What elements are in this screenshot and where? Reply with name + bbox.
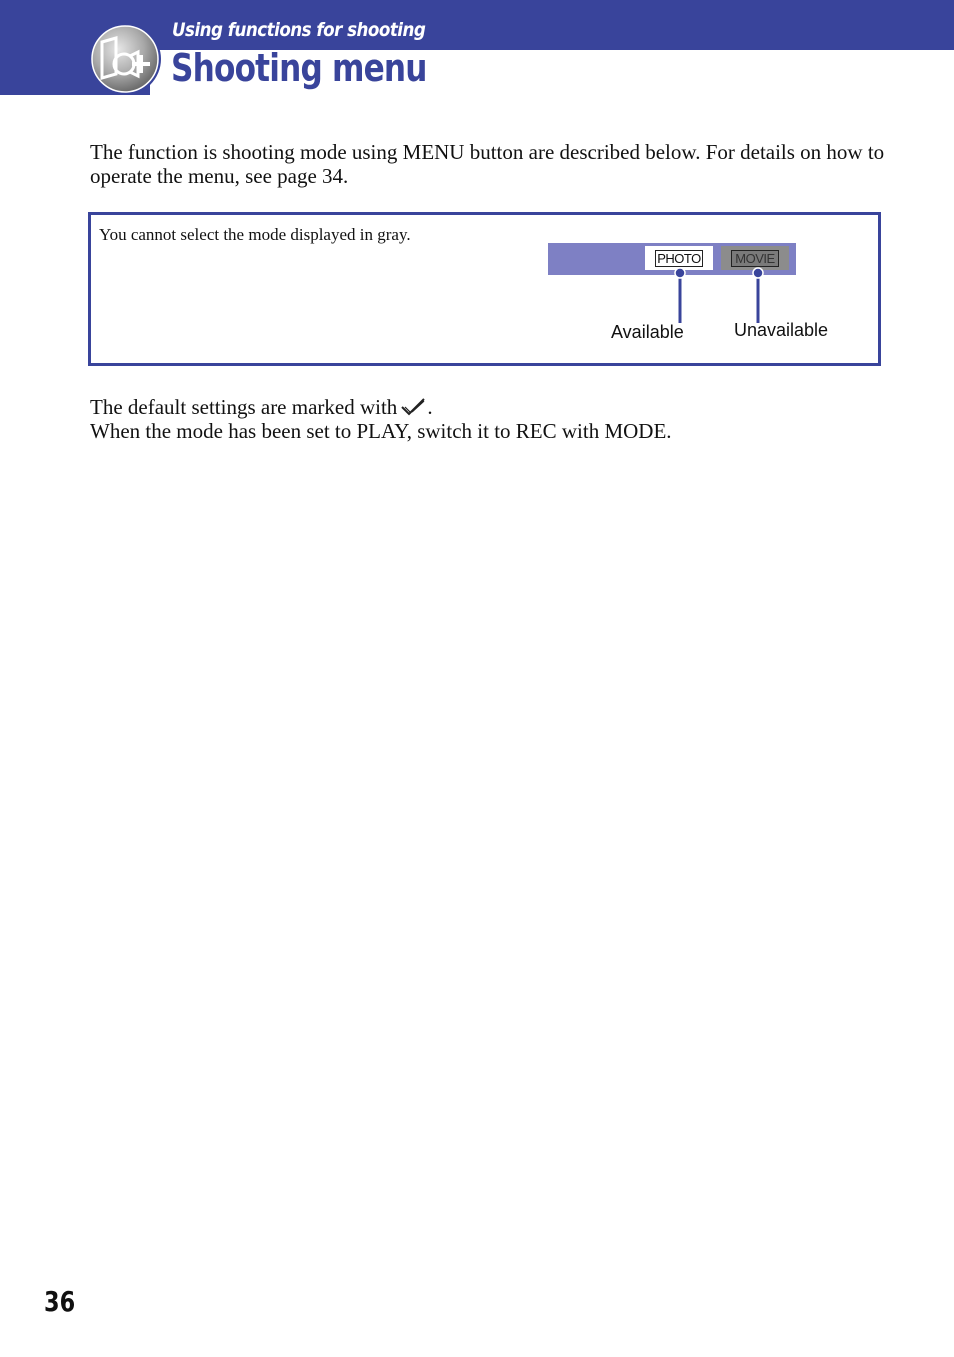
note-text: You cannot select the mode displayed in gray. — [99, 225, 411, 244]
intro-paragraph: The function is shooting mode using MENU button are described below. For details on how to operate the menu, see page 34. — [90, 140, 885, 188]
available-pointer-dot — [675, 268, 685, 278]
movie-mode-label: MOVIE — [731, 250, 779, 267]
defaults-line2: When the mode has been set to PLAY, switch it to REC with MODE. — [90, 419, 672, 443]
section-label: Using functions for shooting — [172, 19, 426, 41]
checkmark-icon — [400, 397, 426, 417]
unavailable-pointer-dot — [753, 268, 763, 278]
header-band — [0, 0, 954, 95]
note-box — [88, 212, 881, 366]
photo-mode-label: PHOTO — [655, 250, 703, 267]
defaults-line1: The default settings are marked with — [90, 395, 398, 419]
available-label: Available — [611, 322, 684, 342]
unavailable-label: Unavailable — [734, 320, 829, 340]
defaults-paragraph — [90, 395, 672, 443]
page-title: Shooting menu — [171, 46, 427, 90]
defaults-line1-end: . — [427, 395, 433, 419]
camera-plus-icon — [88, 22, 162, 96]
page-number: 36 — [44, 1285, 76, 1318]
